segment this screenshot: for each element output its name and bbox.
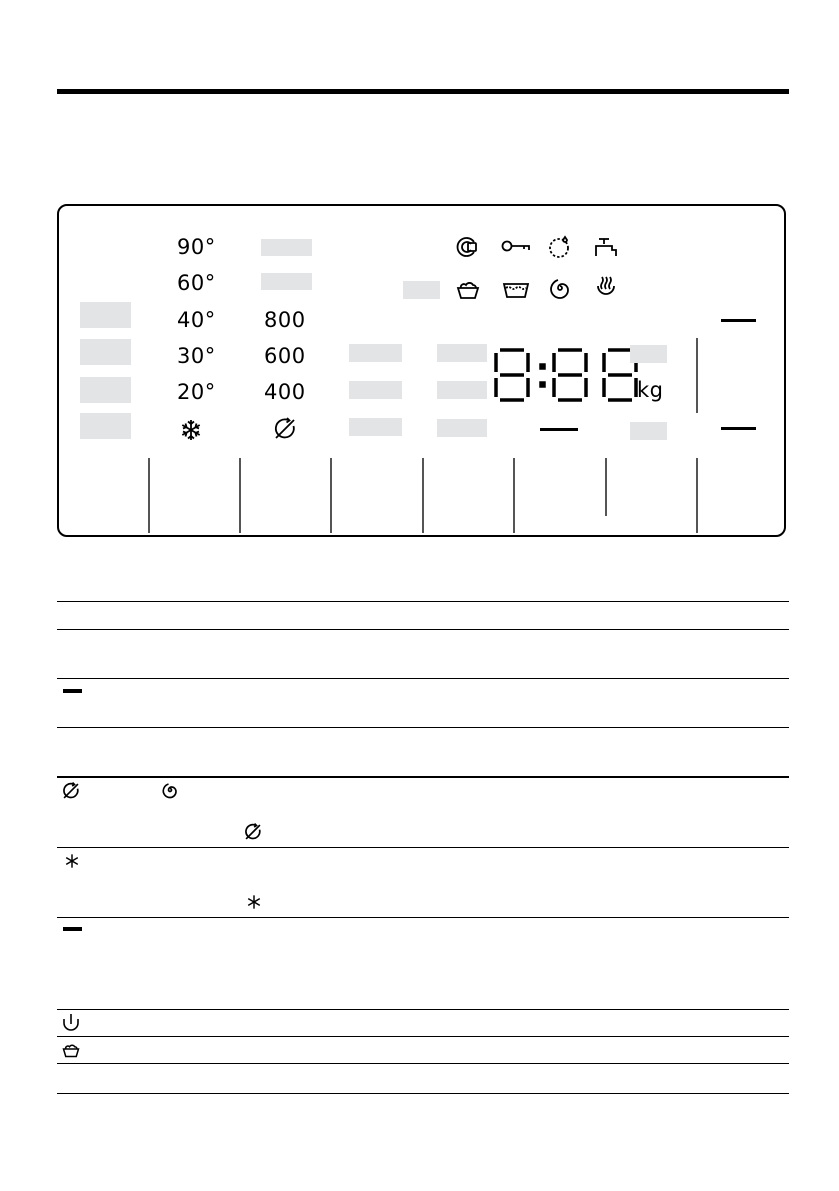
- table-rule: [57, 629, 789, 630]
- temp-label: 60°: [177, 271, 216, 295]
- time-icon: [547, 234, 573, 260]
- button-divider: [422, 458, 424, 533]
- spin-icon: [161, 781, 179, 799]
- spin-speed-label: 400: [264, 380, 306, 404]
- segment-digit: [496, 350, 528, 400]
- snowflake-icon: [179, 418, 203, 442]
- spin-icon: [548, 276, 572, 300]
- temp-label: 40°: [177, 308, 216, 332]
- display-indicator: [630, 345, 667, 363]
- tap-icon: [593, 234, 619, 260]
- button-divider: [239, 458, 241, 533]
- option-indicator: [437, 419, 487, 437]
- no-spin-icon: [243, 822, 263, 842]
- program-button: [80, 302, 131, 328]
- no-spin-icon: [61, 781, 81, 801]
- spin-speed-label: 800: [264, 308, 306, 332]
- display-dash: [540, 428, 578, 431]
- option-indicator: [349, 344, 402, 362]
- option-indicator: [349, 418, 402, 436]
- prewash-icon: [455, 276, 481, 300]
- snowflake-icon: [64, 853, 80, 869]
- table-rule: [57, 847, 789, 848]
- program-button: [80, 339, 131, 365]
- button-divider: [148, 458, 150, 533]
- table-rule: [57, 1093, 789, 1094]
- button-divider: [513, 458, 515, 533]
- option-indicator: [437, 344, 487, 362]
- spin-indicator: [261, 239, 312, 256]
- option-indicator: [437, 381, 487, 399]
- table-rule: [57, 601, 789, 602]
- snowflake-icon: [246, 894, 262, 910]
- temp-label: 20°: [177, 380, 216, 404]
- spin-speed-label: 600: [264, 344, 306, 368]
- program-button: [80, 413, 131, 439]
- button-divider: [696, 458, 698, 533]
- prewash-icon: [61, 1040, 81, 1058]
- table-rule: [57, 1063, 789, 1064]
- option-indicator: [403, 281, 440, 299]
- eco-icon: [593, 274, 619, 300]
- table-rule: [57, 1009, 789, 1010]
- right-dash: [721, 427, 756, 430]
- display-indicator: [630, 422, 667, 440]
- table-rule: [57, 1036, 789, 1037]
- dash-icon: [63, 927, 82, 931]
- table-rule: [57, 917, 789, 918]
- time-display: [492, 347, 647, 403]
- temp-label: 90°: [177, 235, 216, 259]
- button-divider: [330, 458, 332, 533]
- child-lock-icon: [455, 234, 481, 260]
- temp-label: 30°: [177, 344, 216, 368]
- key-icon: [501, 238, 531, 256]
- table-rule: [57, 776, 789, 778]
- option-indicator: [349, 381, 402, 399]
- control-panel-diagram: [57, 204, 786, 537]
- wash-icon: [501, 278, 531, 300]
- right-dash: [721, 319, 756, 322]
- no-spin-icon: [272, 416, 298, 442]
- button-divider: [605, 458, 607, 516]
- dash-icon: [63, 689, 82, 693]
- header-rule: [57, 89, 789, 94]
- program-button: [80, 377, 131, 403]
- table-rule: [57, 727, 789, 728]
- panel-divider: [696, 338, 698, 413]
- spin-indicator: [261, 273, 312, 290]
- table-rule: [57, 678, 789, 679]
- unit-label: kg: [637, 378, 664, 402]
- drain-icon: [62, 1013, 80, 1031]
